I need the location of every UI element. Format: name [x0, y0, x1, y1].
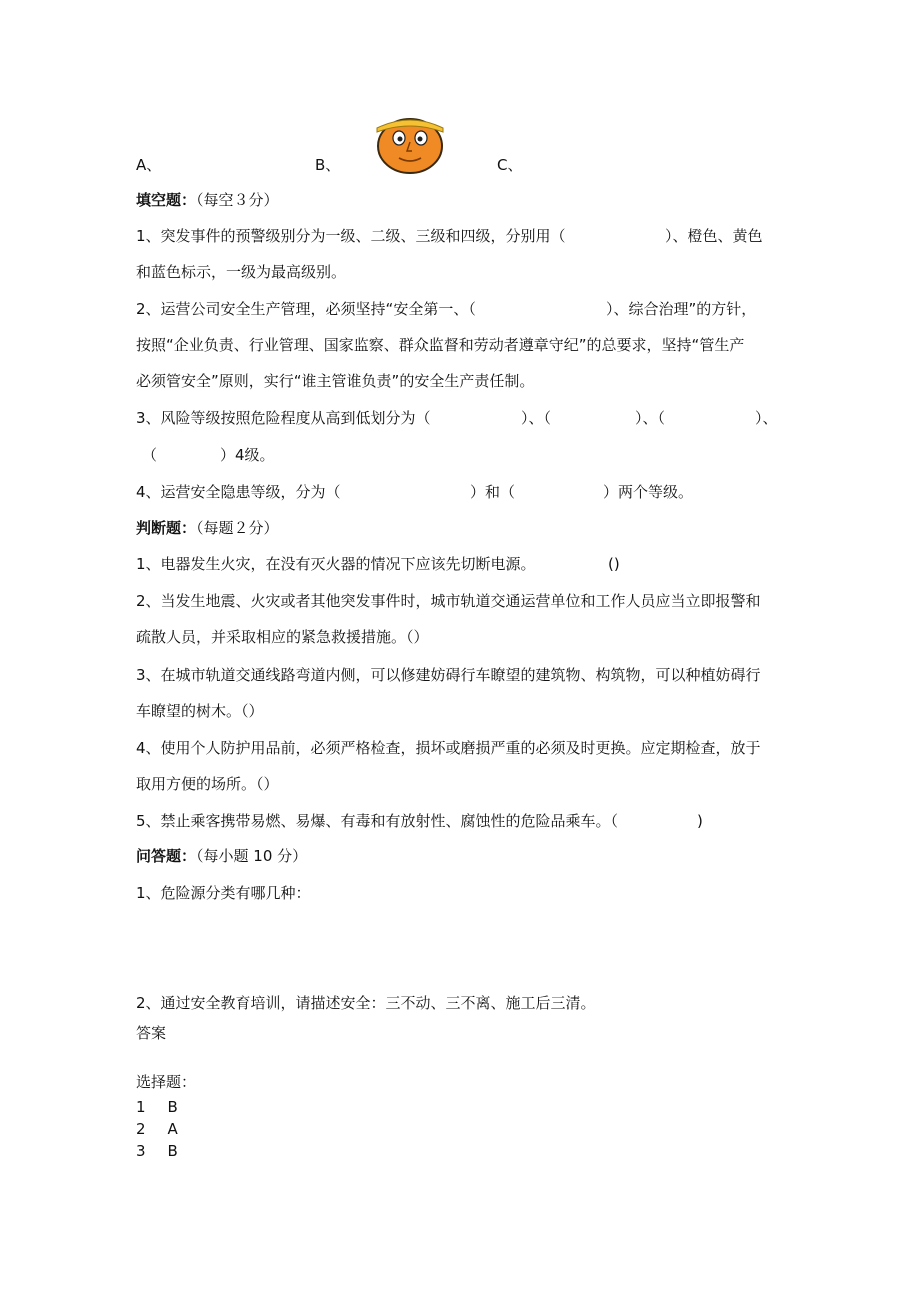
answer-value: B: [167, 1098, 178, 1116]
answer-num: 1: [136, 1098, 146, 1116]
answer-value: A: [167, 1120, 178, 1138]
qa-heading-title: 问答题：: [136, 847, 197, 865]
judge-heading: [136, 521, 279, 536]
fill-q2-line1-end: ）、综合治理”的方针，: [606, 300, 757, 318]
fill-q3-blank3: ）、（: [635, 409, 666, 427]
fill-heading: [136, 193, 279, 208]
judge-q2-line1: 2、当发生地震、火灾或者其他突发事件时，城市轨道交通运营单位和工作人员应当立即报警和: [136, 592, 761, 610]
judge-q1-mark: (): [608, 555, 620, 573]
judge-q5-close: ): [697, 812, 703, 830]
answer-row: [136, 1122, 178, 1137]
answer-num: 3: [136, 1142, 146, 1160]
answer-row: [136, 1144, 178, 1159]
fill-q1-line1-end: ）、橙色、黄色: [665, 227, 763, 245]
fill-q1-line1-start: 1、突发事件的预警级别分为一级、二级、三级和四级，分别用（: [136, 227, 566, 245]
worker-face-image: [371, 114, 449, 174]
judge-q4-line1: 4、使用个人防护用品前，必须严格检查，损坏或磨损严重的必须及时更换。应定期检查，放于: [136, 739, 761, 757]
qa-q2: 2、通过安全教育培训，请描述安全：三不动、三不离、施工后三清。: [136, 994, 596, 1012]
fill-q4-start: 4、运营安全隐患等级，分为（: [136, 483, 341, 501]
fill-q3-line2-end: ）4级。: [220, 446, 275, 464]
option-c: C、: [497, 156, 523, 174]
answers-section: 选择题：: [136, 1073, 197, 1091]
fill-q2-line3: 必须管安全”原则，实行“谁主管谁负责”的安全生产责任制。: [136, 372, 535, 390]
answer-num: 2: [136, 1120, 146, 1138]
fill-q3-blank4: ）、: [755, 409, 778, 427]
fill-q1-line2: 和蓝色标示，一级为最高级别。: [136, 263, 347, 281]
option-b: B、: [315, 156, 341, 174]
answers-title: 答案: [136, 1024, 167, 1042]
fill-q2-line1-start: 2、运营公司安全生产管理，必须坚持“安全第一、（: [136, 300, 476, 318]
fill-heading-note: （每空３分）: [196, 191, 279, 209]
qa-heading-note: （每小题 10 分）: [196, 847, 308, 865]
option-a: A、: [136, 156, 162, 174]
fill-q3-line2-start: （: [142, 446, 158, 464]
qa-q1: 1、危险源分类有哪几种：: [136, 884, 311, 902]
fill-heading-title: 填空题：: [136, 191, 197, 209]
judge-q5: 5、禁止乘客携带易燃、易爆、有毒和有放射性、腐蚀性的危险品乘车。（: [136, 812, 619, 830]
judge-heading-title: 判断题：: [136, 519, 197, 537]
fill-q4-mid: ）和（: [470, 483, 516, 501]
fill-q3-line1-start: 3、风险等级按照危险程度从高到低划分为（: [136, 409, 431, 427]
judge-heading-note: （每题２分）: [196, 519, 279, 537]
judge-q2-line2: 疏散人员，并采取相应的紧急救援措施。（）: [136, 628, 429, 646]
answer-row: [136, 1100, 178, 1115]
fill-q3-blank2: ）、（: [521, 409, 552, 427]
judge-q3-line2: 车瞭望的树木。（）: [136, 702, 264, 720]
answer-value: B: [167, 1142, 178, 1160]
judge-q1: 1、电器发生火灾，在没有灭火器的情况下应该先切断电源。: [136, 555, 536, 573]
fill-q2-line2: 按照“企业负责、行业管理、国家监察、群众监督和劳动者遵章守纪”的总要求，坚持“管生产: [136, 336, 745, 354]
judge-q4-line2: 取用方便的场所。（）: [136, 775, 279, 793]
fill-q4-end: ）两个等级。: [603, 483, 694, 501]
judge-q3-line1: 3、在城市轨道交通线路弯道内侧，可以修建妨碍行车瞭望的建筑物、构筑物，可以种植妨碍行: [136, 666, 761, 684]
qa-heading: [136, 849, 307, 864]
